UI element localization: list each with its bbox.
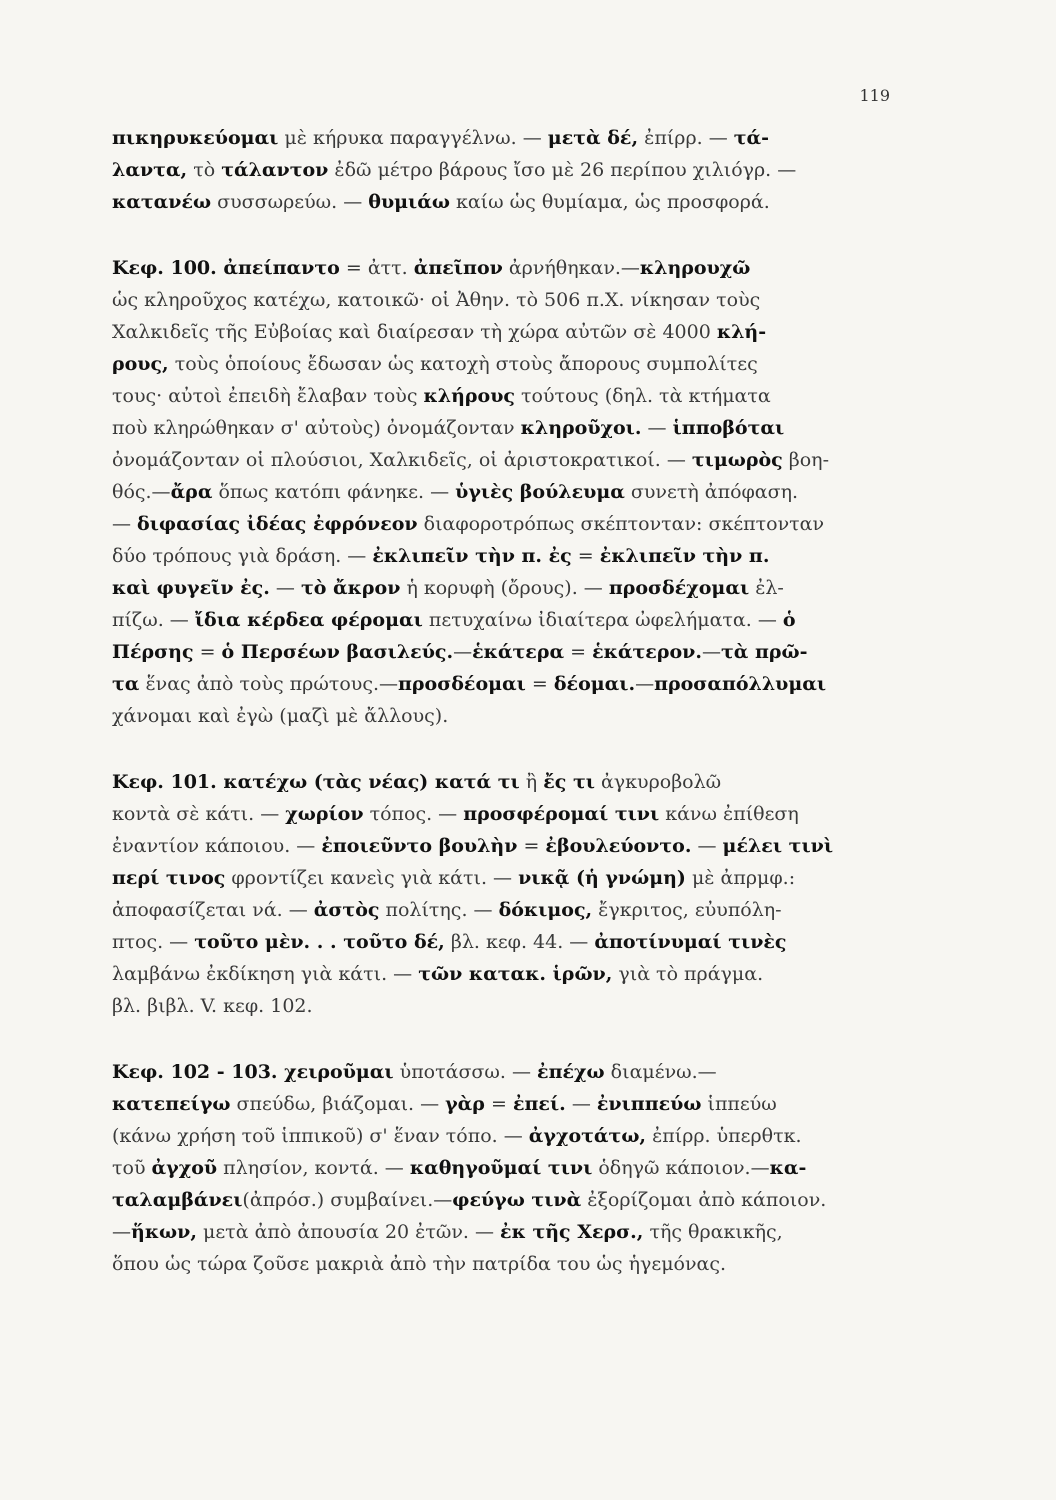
term: ἐκλιπεῖν τὴν π. ἐς	[372, 545, 572, 567]
term: ὁ	[782, 609, 796, 631]
definition-text: ὡς κληροῦχος κατέχω, κατοικῶ· οἱ Ἀθην. τὸ 506 π.Χ. νίκησαν τοὺς	[112, 289, 761, 311]
term: τάλαντον	[221, 159, 329, 181]
term: καθηγοῦμαί τινι	[409, 1157, 593, 1179]
term: προσδέομαι	[398, 673, 526, 695]
definition-text: (κάνω χρήση τοῦ ἱππικοῦ) σ' ἕναν τόπο. —	[112, 1125, 529, 1147]
term: προσφέρομαί τινι	[463, 803, 660, 825]
definition-text: βλ. κεφ. 44. —	[444, 931, 595, 953]
text-line	[112, 412, 948, 444]
text-line	[112, 894, 948, 926]
definition-text: ἐλ-	[749, 577, 784, 599]
text-line	[112, 668, 948, 700]
glossary-section	[112, 122, 948, 218]
term: ἱπποβόται	[672, 417, 785, 439]
text-line	[112, 958, 948, 990]
definition-text: ἐδῶ μέτρο βάρους ἴσο μὲ 26 περίπου χιλιόγρ. —	[328, 159, 797, 181]
term: Κεφ. 102 - 103. χειροῦμαι	[112, 1061, 394, 1083]
text-line	[112, 862, 948, 894]
term: νικᾷ (ἡ γνώμη)	[518, 867, 686, 889]
term: ἀγχοτάτω,	[528, 1125, 647, 1147]
term: φεύγω τινὰ	[452, 1189, 582, 1211]
definition-text: ἢ	[519, 771, 544, 793]
definition-text: =	[517, 835, 546, 857]
term: ἔς τι	[543, 771, 595, 793]
term: ρους,	[112, 353, 169, 375]
definition-text: τόπος. —	[363, 803, 464, 825]
definition-text: τους· αὐτοὶ ἐπειδὴ ἔλαβαν τοὺς	[112, 385, 424, 407]
definition-text: γιὰ τὸ πράγμα.	[612, 963, 764, 985]
glossary-content	[112, 122, 948, 1314]
term: θυμιάω	[368, 191, 450, 213]
definition-text: ὁδηγῶ κάποιον.—	[592, 1157, 770, 1179]
term: λαντα,	[112, 159, 188, 181]
definition-text: —	[269, 577, 301, 599]
definition-text: συνετὴ ἀπόφαση.	[624, 481, 799, 503]
term: τα	[112, 673, 140, 695]
text-line	[112, 1216, 948, 1248]
definition-text: —	[565, 1093, 597, 1115]
text-line	[112, 636, 948, 668]
text-line	[112, 1056, 948, 1088]
term: πικηρυκεύομαι	[112, 127, 279, 149]
term: Κεφ. 101. κατέχω (τὰς νέας) κατά τι	[112, 771, 520, 793]
definition-text: =	[193, 641, 222, 663]
term: δέομαι.	[553, 673, 636, 695]
definition-text: συσσωρεύω. —	[211, 191, 369, 213]
text-line	[112, 990, 948, 1022]
term: ταλαμβάνει	[112, 1189, 243, 1211]
term: μέλει τινὶ	[722, 835, 834, 857]
definition-text: ἔγκριτος, εὐυπόλη-	[592, 899, 782, 921]
definition-text: —	[453, 641, 473, 663]
glossary-section	[112, 766, 948, 1022]
definition-text: μὲ κήρυκα παραγγέλνω. —	[278, 127, 548, 149]
term: ἐκλιπεῖν τὴν π.	[599, 545, 770, 567]
definition-text: τοὺς ὁποίους ἔδωσαν ὡς κατοχὴ στοὺς ἄπορους συμπολίτες	[168, 353, 758, 375]
text-line	[112, 604, 948, 636]
definition-text: ὑποτάσσω. —	[393, 1061, 538, 1083]
text-line	[112, 830, 948, 862]
definition-text: διαμένω.—	[604, 1061, 717, 1083]
definition-text: —	[691, 835, 723, 857]
definition-text: πίζω. —	[112, 609, 195, 631]
definition-text: χάνομαι καὶ ἐγὼ (μαζὶ μὲ ἄλλους).	[112, 705, 449, 727]
definition-text: —	[112, 513, 138, 535]
term: ἑκάτερα	[472, 641, 565, 663]
term: καὶ φυγεῖν ἐς.	[112, 577, 270, 599]
text-line	[112, 572, 948, 604]
definition-text: τούτους (δηλ. τὰ κτήματα	[514, 385, 771, 407]
text-line	[112, 540, 948, 572]
definition-text: βοη-	[782, 449, 829, 471]
term: τιμωρὸς	[691, 449, 783, 471]
definition-text: —	[635, 673, 655, 695]
text-line	[112, 122, 948, 154]
text-line	[112, 316, 948, 348]
term: ὑγιὲς βούλευμα	[455, 481, 625, 503]
term: ἄρα	[170, 481, 213, 503]
term: ἐπεί.	[512, 1093, 566, 1115]
text-line	[112, 252, 948, 284]
text-line	[112, 766, 948, 798]
text-line	[112, 926, 948, 958]
definition-text: ἐπίρρ. ὑπερθτκ.	[646, 1125, 802, 1147]
glossary-section	[112, 252, 948, 732]
term: ἀποτίνυμαί τινὲς	[594, 931, 787, 953]
definition-text: πτος. —	[112, 931, 195, 953]
term: ἐνιππεύω	[596, 1093, 702, 1115]
definition-text: τὸ	[187, 159, 222, 181]
term: κληρουχῶ	[639, 257, 751, 279]
definition-text: φροντίζει κανεὶς γιὰ κάτι. —	[225, 867, 519, 889]
definition-text: μὲ ἀπρμφ.:	[685, 867, 796, 889]
definition-text: ἡ κορυφὴ (ὄρους). —	[400, 577, 609, 599]
definition-text: ὅπου ὡς τώρα ζοῦσε μακριὰ ἀπὸ τὴν πατρίδα του ὡς ἡγεμόνας.	[112, 1253, 727, 1275]
text-line	[112, 380, 948, 412]
term: δόκιμος,	[498, 899, 593, 921]
term: ἀστὸς	[313, 899, 380, 921]
definition-text: τοῦ	[112, 1157, 152, 1179]
definition-text: Χαλκιδεῖς τῆς Εὐβοίας καὶ διαίρεσαν τὴ χώρα αὐτῶν σὲ 4000	[112, 321, 717, 343]
term: κληροῦχοι.	[520, 417, 642, 439]
definition-text: κοντὰ σὲ κάτι. —	[112, 803, 286, 825]
text-line	[112, 1120, 948, 1152]
definition-text: βλ. βιβλ. V. κεφ. 102.	[112, 995, 313, 1017]
term: κα-	[769, 1157, 807, 1179]
text-line	[112, 1184, 948, 1216]
definition-text: καίω ὡς θυμίαμα, ὡς προσφορά.	[449, 191, 770, 213]
definition-text: —	[641, 417, 673, 439]
definition-text: ὀνομάζονταν οἱ πλούσιοι, Χαλκιδεῖς, οἱ ἀριστοκρατικοί. —	[112, 449, 692, 471]
definition-text: ποὺ κληρώθηκαν σ' αὐτοὺς) ὀνομάζονταν	[112, 417, 521, 439]
definition-text: κάνω ἐπίθεση	[659, 803, 799, 825]
term: κλή-	[716, 321, 767, 343]
definition-text: ἀρνήθηκαν.—	[502, 257, 640, 279]
term: κατεπείγω	[112, 1093, 231, 1115]
definition-text: =	[525, 673, 554, 695]
definition-text: =	[564, 641, 593, 663]
definition-text: λαμβάνω ἐκδίκηση γιὰ κάτι. —	[112, 963, 419, 985]
term: Κεφ. 100. ἀπείπαντο	[112, 257, 340, 279]
text-line	[112, 444, 948, 476]
glossary-section	[112, 1056, 948, 1280]
text-line	[112, 284, 948, 316]
term: ἀγχοῦ	[151, 1157, 218, 1179]
text-line	[112, 798, 948, 830]
term: Πέρσης	[112, 641, 194, 663]
term: ἑκάτερον.	[592, 641, 702, 663]
definition-text: ἱππεύω	[701, 1093, 777, 1115]
definition-text: =	[484, 1093, 513, 1115]
term: ἀπεῖπον	[413, 257, 503, 279]
definition-text: μετὰ ἀπὸ ἀπουσία 20 ἐτῶν. —	[196, 1221, 501, 1243]
definition-text: ὅπως κατόπι φάνηκε. —	[212, 481, 456, 503]
text-line	[112, 1088, 948, 1120]
term: μετὰ δέ,	[547, 127, 639, 149]
term: ἥκων,	[131, 1221, 197, 1243]
definition-text: ἐξορίζομαι ἀπὸ κάποιον.	[581, 1189, 827, 1211]
definition-text: ἀποφασίζεται νά. —	[112, 899, 314, 921]
definition-text: —	[701, 641, 721, 663]
definition-text: ἐπίρρ. —	[638, 127, 734, 149]
text-line	[112, 154, 948, 186]
definition-text: πολίτης. —	[379, 899, 499, 921]
term: περί τινος	[112, 867, 226, 889]
definition-text: =	[571, 545, 600, 567]
term: τῶν κατακ. ἱρῶν,	[418, 963, 613, 985]
term: ἐβουλεύοντο.	[545, 835, 692, 857]
page-number: 119	[859, 86, 890, 105]
definition-text: (ἀπρόσ.) συμβαίνει.—	[242, 1189, 453, 1211]
term: τὸ ἄκρον	[300, 577, 401, 599]
definition-text: ἐναντίον κάποιου. —	[112, 835, 322, 857]
text-line	[112, 508, 948, 540]
text-line	[112, 186, 948, 218]
definition-text: = ἀττ.	[339, 257, 414, 279]
term: ἐκ τῆς Χερσ.,	[500, 1221, 644, 1243]
term: τοῦτο μὲν. . . τοῦτο δέ,	[194, 931, 445, 953]
definition-text: διαφοροτρόπως σκέπτονταν: σκέπτονταν	[417, 513, 825, 535]
term: κατανέω	[112, 191, 212, 213]
term: χωρίον	[285, 803, 364, 825]
text-line	[112, 476, 948, 508]
term: ἐποιεῦντο βουλὴν	[321, 835, 518, 857]
text-line	[112, 700, 948, 732]
term: διφασίας ἰδέας ἐφρόνεον	[137, 513, 418, 535]
definition-text: σπεύδω, βιάζομαι. —	[230, 1093, 446, 1115]
definition-text: θός.—	[112, 481, 171, 503]
definition-text: πετυχαίνω ἰδιαίτερα ὠφελήματα. —	[422, 609, 783, 631]
definition-text: ἀγκυροβολῶ	[594, 771, 722, 793]
definition-text: —	[112, 1221, 131, 1243]
text-line	[112, 1248, 948, 1280]
term: ἐπέχω	[537, 1061, 605, 1083]
term: τὰ πρῶ-	[720, 641, 808, 663]
definition-text: τῆς θρακικῆς,	[643, 1221, 783, 1243]
term: προσαπόλλυμαι	[654, 673, 827, 695]
term: προσδέχομαι	[608, 577, 750, 599]
term: κλήρους	[423, 385, 515, 407]
text-line	[112, 1152, 948, 1184]
term: ὁ Περσέων βασιλεύς.	[221, 641, 454, 663]
definition-text: ἕνας ἀπὸ τοὺς πρώτους.—	[139, 673, 399, 695]
term: γὰρ	[445, 1093, 485, 1115]
text-line	[112, 348, 948, 380]
term: τά-	[733, 127, 770, 149]
definition-text: πλησίον, κοντά. —	[217, 1157, 410, 1179]
definition-text: δύο τρόπους γιὰ δράση. —	[112, 545, 373, 567]
term: ἴδια κέρδεα φέρομαι	[194, 609, 423, 631]
